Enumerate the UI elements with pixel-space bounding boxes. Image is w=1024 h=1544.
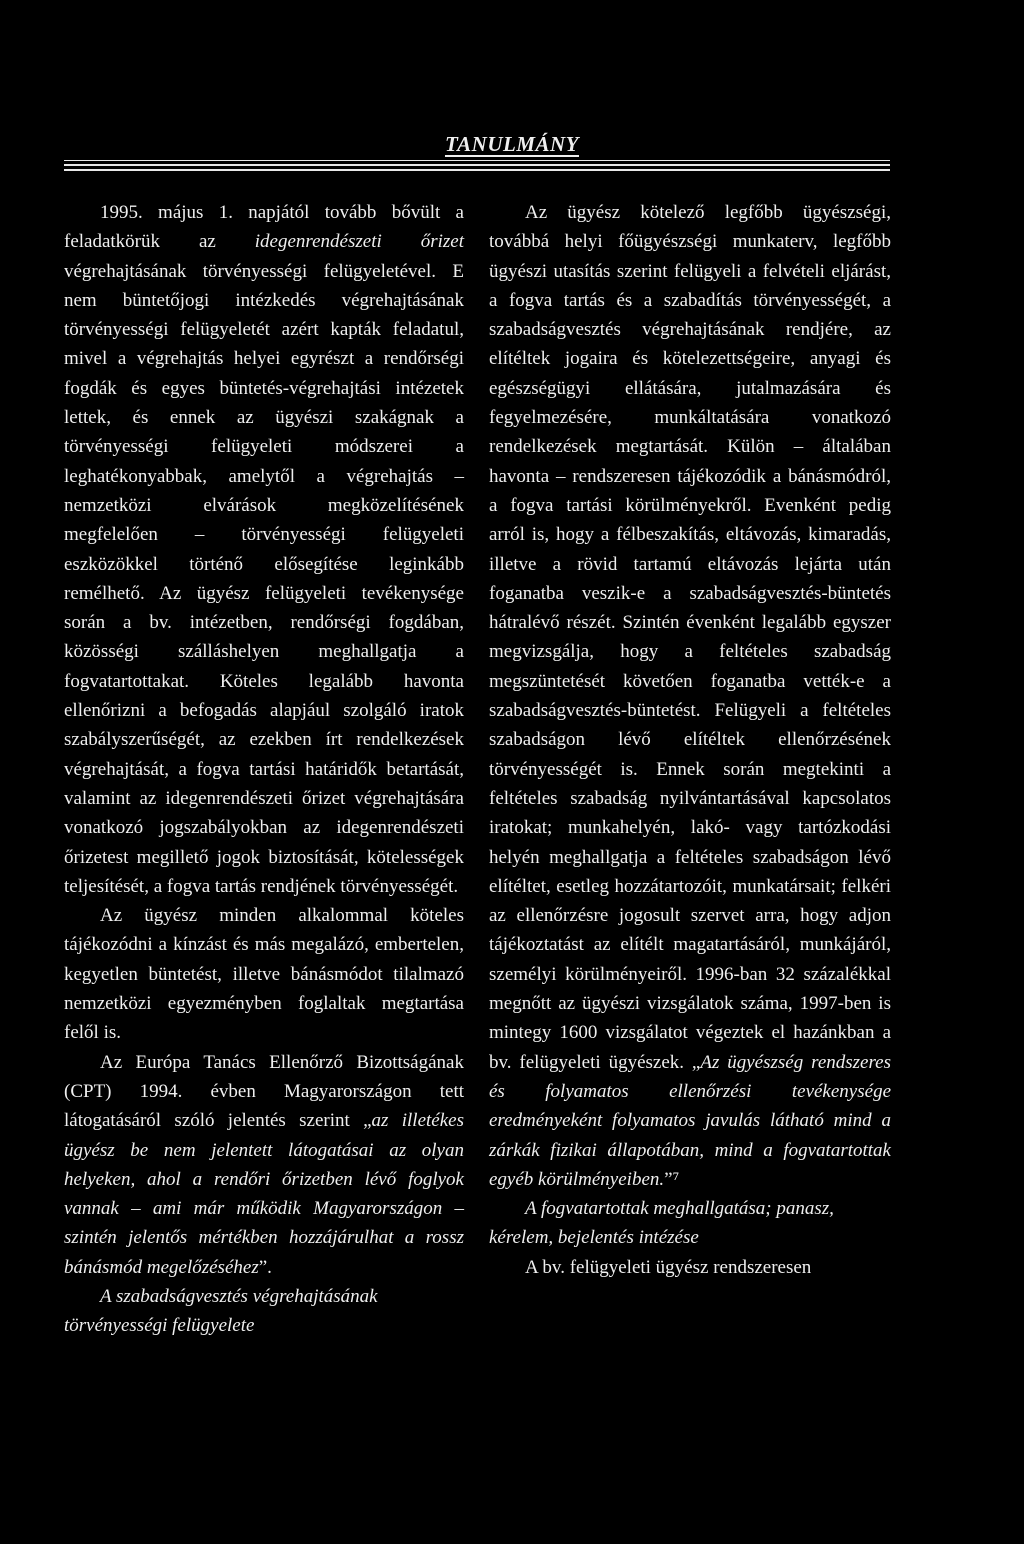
paragraph bbox=[64, 1048, 464, 1282]
paragraph bbox=[489, 1253, 891, 1282]
text-run: A fogvatartottak meghallgatása; panasz, kérelem, bejelentés intézése bbox=[489, 1198, 834, 1249]
header-rule bbox=[64, 164, 890, 166]
text-run: ”. bbox=[258, 1256, 272, 1278]
header-rule bbox=[64, 169, 890, 171]
right-column bbox=[489, 198, 891, 1282]
section-subheading bbox=[64, 1282, 464, 1341]
text-run: A bv. felügyeleti ügyész rendszeresen bbox=[525, 1256, 812, 1278]
text-run: végrehajtásának törvényességi felügyeletével. E nem büntetőjogi intézkedés végrehajtásának törvényességi felügyeletét azért kapták feladatul, mivel a végrehajtás helyei egyrészt a rendőrségi fogdák és egyes büntetés-végrehajtási intézetek lettek, és ennek az ügyészi szakágnak a törvényességi felügyeleti módszerei a leghatékonyabbak, amelytől a végrehajtás – nemzetközi elvárások megközelítésének megfelelően – törvényességi felügyeleti eszközökkel történő elősegítése leginkább remélhető. Az ügyész felügyeleti tevékenysége során a bv. intézetben, rendőrségi fogdában, közösségi szálláshelyen meghallgatja a fogvatartottakat. Köteles legalább havonta ellenőrizni a befogadás alapjául szolgáló iratok szabályszerűségét, az ezekben írt rendelkezések végrehajtását, a fogva tartási határidők betartását, valamint az idegenrendészeti őrizet végrehajtására vonatkozó jogszabályokban az idegenrendészeti őrizetest megillető jogok biztosítását, kötelességek teljesítését, a fogva tartás rendjének törvényességét. bbox=[64, 260, 464, 897]
paragraph bbox=[489, 198, 891, 1194]
header-rule bbox=[64, 160, 890, 161]
paragraph bbox=[64, 901, 464, 1047]
paragraph bbox=[64, 198, 464, 901]
text-run: idegenrendészeti őrizet bbox=[254, 231, 464, 253]
text-run: Az Európa Tanács Ellenőrző Bizottságának (CPT) 1994. évben Magyarországon tett látogatásáról szóló jelentés szerint „ bbox=[64, 1051, 464, 1132]
section-subheading bbox=[489, 1194, 891, 1253]
section-title: TANULMÁNY bbox=[444, 132, 579, 156]
text-run: Az ügyész kötelező legfőbb ügyészségi, továbbá helyi főügyészségi munkaterv, legfőbb ügyészi utasítás szerint felügyeli a felvételi eljárást, a fogva tartás és a szabadítás törvényességét, a szabadságvesztés végrehajtásának rendjére, az elítéltek jogaira és kötelezettségeire, anyagi és egészségügyi ellátására, jutalmazására és fegyelmezésére, munkáltatására vonatkozó rendelkezések megtartását. Külön – általában havonta – rendszeresen tájékozódik a bánásmódról, a fogva tartási körülményekről. Evenként pedig arról is, hogy a félbeszakítás, eltávozás, kimaradás, illetve a rövid tartamú eltávozás lejárta után foganatba veszik-e a szabadságvesztés-büntetés hátralévő részét. Szintén évenként legalább egyszer megvizsgálja, hogy a feltételes szabadság megszüntetését követően foganatba vették-e a szabadságvesztés-büntetést. Felügyeli a feltételes szabadságon lévő elítéltek ellenőrzésének törvényességét is. Ennek során megtekinti a feltételes szabadság nyilvántartásával kapcsolatos iratokat; munkahelyén, lakó- vagy tartózkodási helyén meghallgatja a feltételes szabadságon lévő elítéltet, esetleg hozzátartozóit, munkatársait; felkéri az ellenőrzésre jogosult szervet arra, hogy adjon tájékoztatást az elítélt magatartásáról, munkájáról, személyi körülményeiről. 1996-ban 32 százalékkal megnőtt az ügyészi vizsgálatok száma, 1997-ben is mintegy 1600 vizsgálatot végeztek el hazánkban a bv. felügyeleti ügyészek. „ bbox=[489, 202, 891, 1073]
text-run: A szabadságvesztés végrehajtásának törvényességi felügyelete bbox=[64, 1285, 378, 1337]
text-run: Az ügyész minden alkalommal köteles tájékozódni a kínzást és más megalázó, embertelen, kegyetlen büntetést, illetve bánásmódot tilalmazó nemzetközi egyezményben foglaltak megtartása felől is. bbox=[64, 905, 464, 1044]
text-run: ”⁷ bbox=[664, 1168, 680, 1190]
left-column bbox=[64, 198, 464, 1341]
page-header bbox=[64, 120, 890, 180]
text-run: az illetékes ügyész be nem jelentett látogatásai az olyan helyeken, ahol a rendőri őrizetben lévő foglyok vannak – ami már működik Magyarországon – szintén jelentős mértékben hozzájárulhat a rossz bánásmód megelőzéséhez bbox=[64, 1110, 464, 1278]
text-run: 1995. május 1. napjától tovább bővült a feladatkörük az bbox=[64, 202, 464, 253]
text-run: Az ügyészség rendszeres és folyamatos ellenőrzési tevékenysége eredményeként folyamatos javulás látható mind a zárkák fizikai állapotában, mind a fogvatartottak egyéb körülményeiben. bbox=[489, 1051, 891, 1190]
